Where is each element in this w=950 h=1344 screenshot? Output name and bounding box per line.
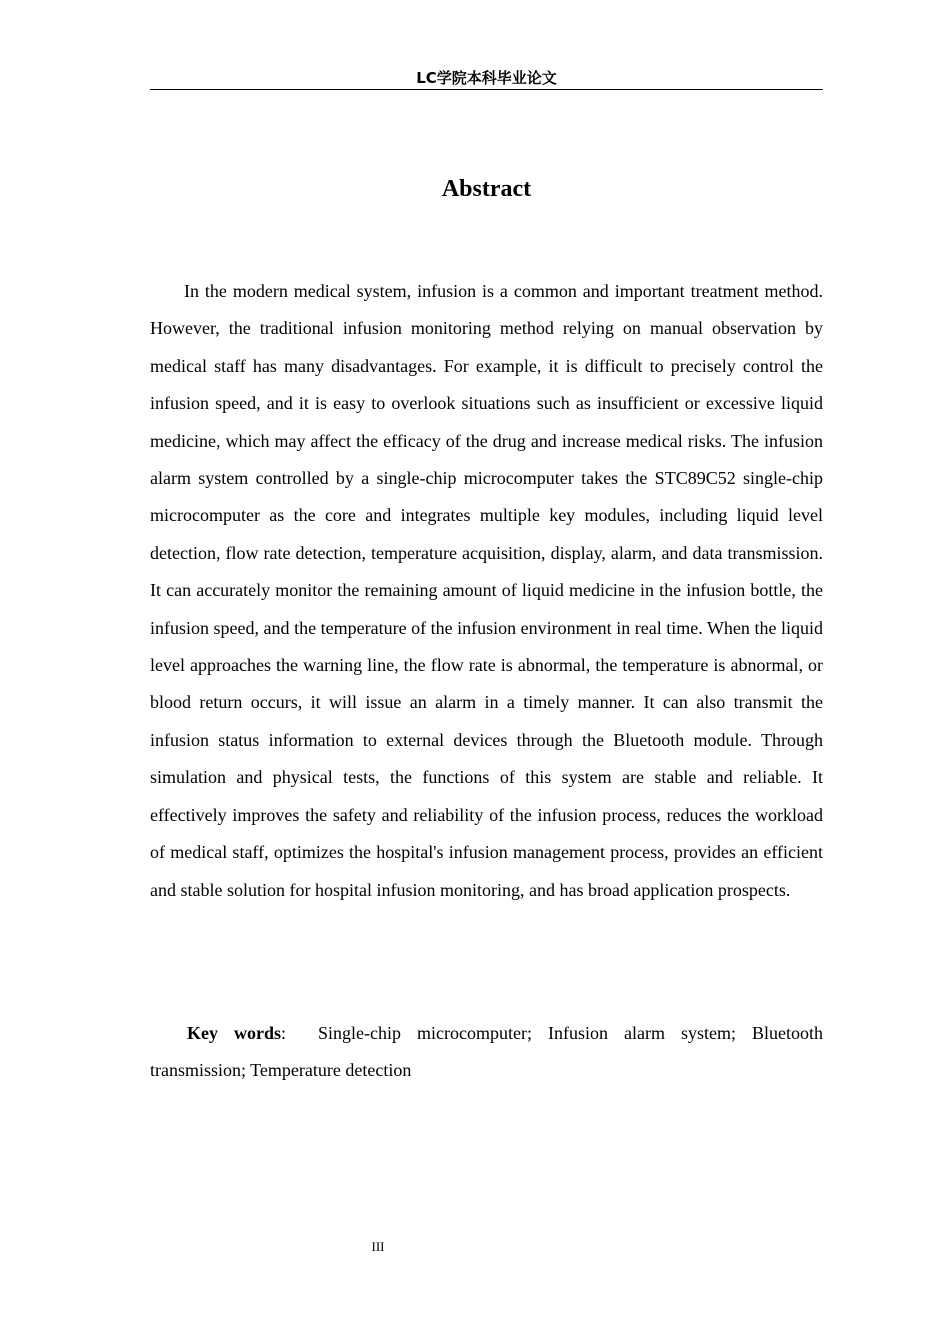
page-number: III — [371, 1239, 385, 1254]
keywords-text: Single-chip microcomputer; Infusion alarm system; Bluetooth transmission; Temperature detection — [150, 1023, 824, 1081]
keywords-paragraph — [150, 1015, 823, 1090]
abstract-body: In the modern medical system, infusion is a common and important treatment method. However, the traditional infusion monitoring method relying on manual observation by medical staff has many disadvantages. For example, it is difficult to precisely control the infusion speed, and it is easy to overlook situations such as insufficient or excessive liquid medicine, which may affect the efficacy of the drug and increase medical risks. The infusion alarm system controlled by a single-chip microcomputer takes the STC89C52 single-chip microcomputer as the core and integrates multiple key modules, including liquid level detection, flow rate detection, temperature acquisition, display, alarm, and data transmission. It can accurately monitor the remaining amount of liquid medicine in the infusion bottle, the infusion speed, and the temperature of the infusion environment in real time. When the liquid level approaches the warning line, the flow rate is abnormal, the temperature is abnormal, or blood return occurs, it will issue an alarm in a timely manner. It can also transmit the infusion status information to external devices through the Bluetooth module. Through simulation and physical tests, the functions of this system are stable and reliable. It effectively improves the safety and reliability of the infusion process, reduces the workload of medical staff, optimizes the hospital's infusion management process, provides an efficient and stable solution for hospital infusion monitoring, and has broad application prospects. — [150, 281, 823, 900]
abstract-title: Abstract — [441, 176, 532, 202]
keywords-label: Key words — [187, 1023, 282, 1043]
running-header: LC学院本科毕业论文 — [150, 68, 823, 90]
keywords-separator: : — [281, 1023, 287, 1043]
